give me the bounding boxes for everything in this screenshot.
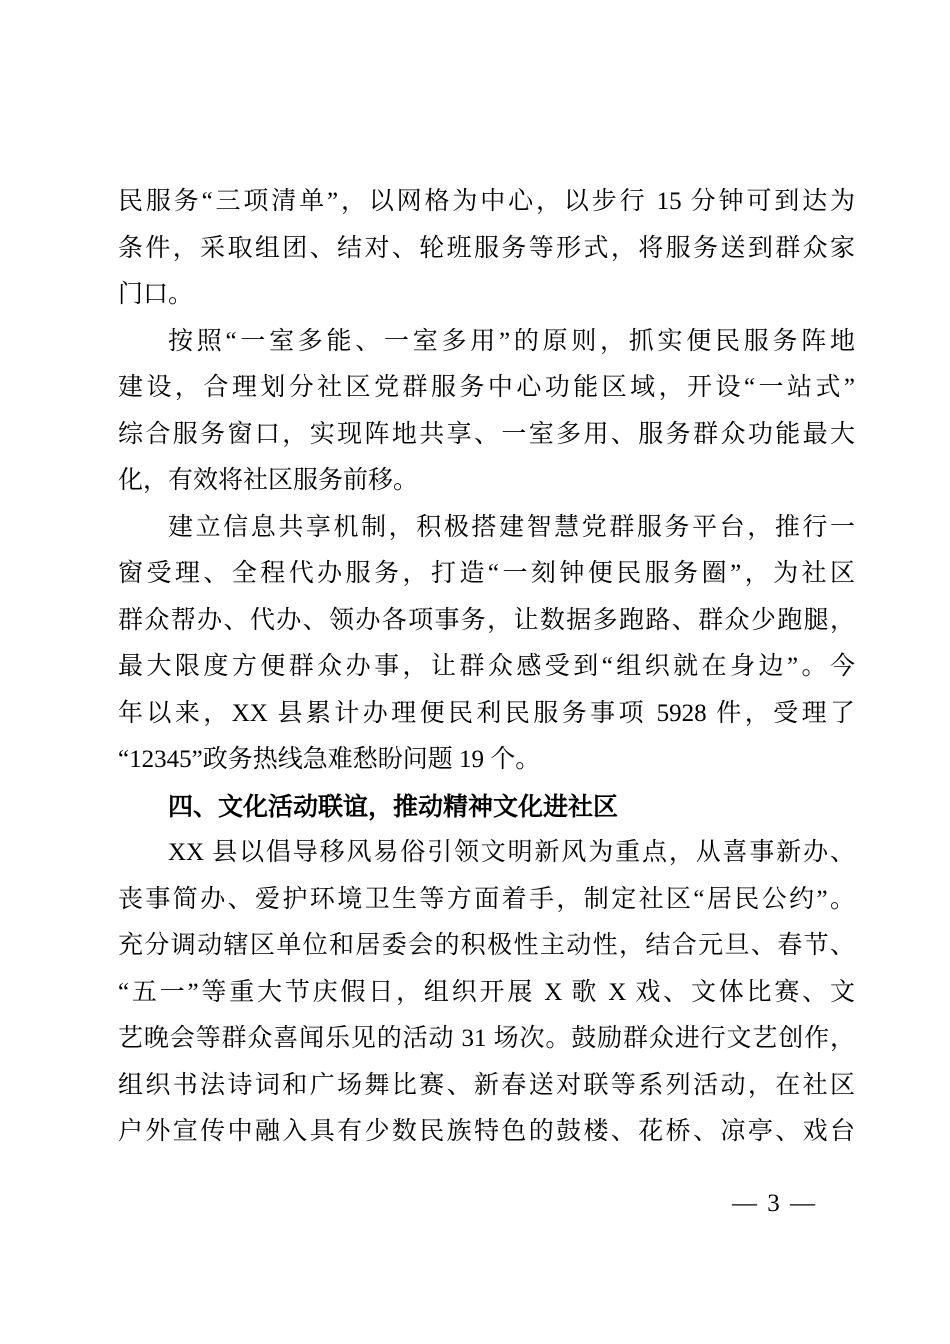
body-line: 群众帮办、代办、领办各项事务，让数据多跑路、群众少跑腿，	[118, 606, 855, 634]
body-line: 建立信息共享机制，积极搭建智慧党群服务平台，推行一	[168, 513, 855, 541]
page-number: — 3 —	[732, 1190, 817, 1217]
body-line: 组织书法诗词和广场舞比赛、新春送对联等系列活动，在社区	[118, 1071, 855, 1099]
body-line: XX 县以倡导移风易俗引领文明新风为重点，从喜事新办、	[168, 839, 855, 866]
body-line: 门口。	[118, 281, 194, 308]
body-line: “五一”等重大节庆假日，组织开展 X 歌 X 戏、文体比赛、文	[118, 978, 855, 1006]
body-line: 最大限度方便群众办事，让群众感受到“组织就在身边”。今	[118, 653, 855, 680]
body-line: 丧事简办、爱护环境卫生等方面着手，制定社区“居民公约”。	[118, 885, 855, 913]
body-line: 建设，合理划分社区党群服务中心功能区域，开设“一站式”	[118, 374, 855, 401]
body-line: “12345”政务热线急难愁盼问题 19 个。	[118, 746, 541, 773]
body-line: 按照“一室多能、一室多用”的原则，抓实便民服务阵地	[168, 327, 855, 355]
body-line: 充分调动辖区单位和居委会的积极性主动性，结合元旦、春节、	[118, 932, 855, 959]
body-line: 年以来，XX 县累计办理便民利民服务事项 5928 件，受理了	[118, 699, 855, 727]
body-line: 化，有效将社区服务前移。	[118, 467, 419, 494]
section-heading: 四、文化活动联谊，推动精神文化进社区	[168, 792, 619, 821]
body-line: 综合服务窗口，实现阵地共享、一室多用、服务群众功能最大	[118, 420, 855, 448]
body-line: 条件，采取组团、结对、轮班服务等形式，将服务送到群众家	[118, 234, 855, 262]
body-line: 户外宣传中融入具有少数民族特色的鼓楼、花桥、凉亭、戏台	[118, 1118, 855, 1145]
body-line: 民服务“三项清单”，以网格为中心，以步行 15 分钟可到达为	[118, 188, 855, 215]
body-line: 艺晚会等群众喜闻乐见的活动 31 场次。鼓励群众进行文艺创作，	[118, 1025, 855, 1052]
document-body	[118, 179, 855, 1156]
body-line: 窗受理、全程代办服务，打造“一刻钟便民服务圈”，为社区	[118, 560, 855, 587]
